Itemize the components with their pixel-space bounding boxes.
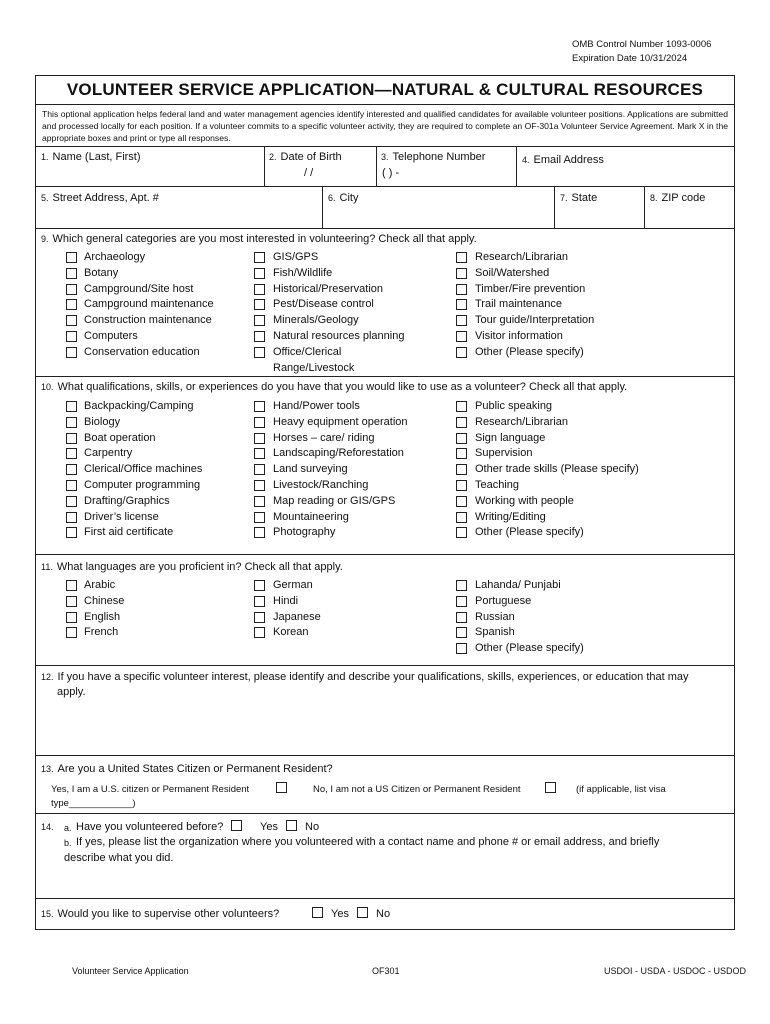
q11-option-label: German bbox=[273, 579, 313, 591]
q9-option-label: Visitor information bbox=[475, 330, 563, 342]
q11-option-checkbox[interactable] bbox=[456, 580, 467, 591]
q10-option-label: Working with people bbox=[475, 495, 574, 507]
question-number: 10. bbox=[41, 382, 54, 392]
q12-line2: apply. bbox=[57, 686, 86, 698]
date-of-birth-field[interactable] bbox=[269, 151, 342, 163]
question-number: 15. bbox=[41, 909, 54, 919]
q9-option-label: Trail maintenance bbox=[475, 298, 563, 310]
q11-option-checkbox[interactable] bbox=[456, 612, 467, 623]
q10-option-label: Photography bbox=[273, 526, 336, 538]
divider bbox=[376, 146, 377, 186]
question-number: 12. bbox=[41, 672, 54, 682]
q15-no-checkbox[interactable] bbox=[357, 907, 368, 918]
divider bbox=[36, 104, 734, 105]
divider bbox=[36, 146, 734, 147]
q10-option-checkbox[interactable] bbox=[66, 527, 77, 538]
divider bbox=[36, 898, 734, 899]
field-number: 7. bbox=[560, 193, 568, 203]
q10-option-label: Land surveying bbox=[273, 463, 348, 475]
q11-option-label: Chinese bbox=[84, 595, 125, 607]
q9-option-checkbox[interactable] bbox=[66, 331, 77, 342]
q9-option-checkbox[interactable] bbox=[66, 299, 77, 310]
q9-option-label: Natural resources planning bbox=[273, 330, 405, 342]
q11-option-checkbox[interactable] bbox=[254, 627, 265, 638]
name-field[interactable] bbox=[41, 151, 141, 163]
telephone-label: Telephone Number bbox=[392, 151, 486, 163]
q10-option-checkbox[interactable] bbox=[456, 527, 467, 538]
field-number: 6. bbox=[328, 193, 336, 203]
q11-option-checkbox[interactable] bbox=[66, 596, 77, 607]
q10-option-label: Boat operation bbox=[84, 432, 156, 444]
q9-option-checkbox[interactable] bbox=[456, 252, 467, 263]
q11-option-checkbox[interactable] bbox=[66, 612, 77, 623]
divider bbox=[36, 665, 734, 666]
q10-option-checkbox[interactable] bbox=[66, 401, 77, 412]
expiration-date: Expiration Date 10/31/2024 bbox=[572, 53, 688, 64]
question-number: 11. bbox=[41, 562, 53, 572]
question-number: 14. bbox=[41, 822, 54, 832]
q10-option-label: Other (Please specify) bbox=[475, 526, 584, 538]
q11-option-label: Japanese bbox=[273, 611, 321, 623]
q9-option-label: Computers bbox=[84, 330, 138, 342]
state-label: State bbox=[571, 192, 598, 204]
q9-question bbox=[41, 233, 477, 245]
q9-option-checkbox[interactable] bbox=[254, 299, 265, 310]
q9-option-checkbox[interactable] bbox=[66, 268, 77, 279]
q10-option-checkbox[interactable] bbox=[66, 464, 77, 475]
q10-text: What qualifications, skills, or experiences do you have that you would like to use as a volunteer? Check all that apply. bbox=[57, 381, 628, 393]
q14-question bbox=[41, 821, 58, 833]
q9-option-label: Archaeology bbox=[84, 251, 146, 263]
q10-option-checkbox[interactable] bbox=[66, 448, 77, 459]
zip-label: ZIP code bbox=[661, 192, 706, 204]
field-number: 1. bbox=[41, 152, 49, 162]
q9-option-checkbox[interactable] bbox=[254, 331, 265, 342]
q9-option-label: Pest/Disease control bbox=[273, 298, 374, 310]
q11-option-label: Spanish bbox=[475, 626, 515, 638]
q9-option-label: Office/Clerical bbox=[273, 346, 342, 358]
q9-option-checkbox[interactable] bbox=[456, 284, 467, 295]
city-label: City bbox=[339, 192, 359, 204]
q10-option-label: Research/Librarian bbox=[475, 416, 568, 428]
q13-no-checkbox[interactable] bbox=[545, 782, 556, 793]
q13-visa-type[interactable]: type____________) bbox=[51, 798, 136, 809]
q9-option-checkbox[interactable] bbox=[254, 315, 265, 326]
q10-option-label: Drafting/Graphics bbox=[84, 495, 170, 507]
omb-control-number: OMB Control Number 1093-0006 bbox=[572, 39, 712, 50]
q13-yes-label: Yes, I am a U.S. citizen or Permanent Resident bbox=[51, 784, 250, 795]
email-label: Email Address bbox=[533, 154, 604, 166]
q15-yes-checkbox[interactable] bbox=[312, 907, 323, 918]
footer-form-name: Volunteer Service Application bbox=[72, 966, 189, 976]
q9-text: Which general categories are you most interested in volunteering? Check all that apply. bbox=[52, 233, 477, 245]
q11-option-label: Lahanda/ Punjabi bbox=[475, 579, 561, 591]
q11-option-label: Other (Please specify) bbox=[475, 642, 584, 654]
q10-option-label: Supervision bbox=[475, 447, 533, 459]
q15-no-label: No bbox=[376, 908, 391, 920]
q9-option-checkbox[interactable] bbox=[456, 268, 467, 279]
q10-option-label: Driver’s license bbox=[84, 511, 159, 523]
divider bbox=[36, 554, 734, 555]
q12-line1: If you have a specific volunteer interest, please identify and describe your qualifications, skills, experiences, or education that may bbox=[57, 671, 689, 683]
q9-option-label: Research/Librarian bbox=[475, 251, 568, 263]
q10-option-label: Teaching bbox=[475, 479, 520, 491]
divider bbox=[36, 228, 734, 229]
q10-option-label: Other trade skills (Please specify) bbox=[475, 463, 639, 475]
q9-option-checkbox[interactable] bbox=[456, 347, 467, 358]
q12-question[interactable] bbox=[41, 671, 689, 683]
city-field[interactable] bbox=[328, 192, 358, 204]
q10-option-checkbox[interactable] bbox=[66, 512, 77, 523]
question-number: 13. bbox=[41, 764, 54, 774]
street-label: Street Address, Apt. # bbox=[52, 192, 159, 204]
q9-option-checkbox[interactable] bbox=[254, 347, 265, 358]
q13-visa-label: (if applicable, list visa bbox=[576, 784, 666, 795]
field-number: 4. bbox=[522, 155, 530, 165]
q11-option-checkbox[interactable] bbox=[66, 580, 77, 591]
q11-question bbox=[41, 561, 343, 573]
q11-option-label: Hindi bbox=[273, 595, 299, 607]
q10-option-checkbox[interactable] bbox=[456, 448, 467, 459]
q9-option-checkbox[interactable] bbox=[456, 331, 467, 342]
q10-option-label: Map reading or GIS/GPS bbox=[273, 495, 396, 507]
q10-option-checkbox[interactable] bbox=[254, 496, 265, 507]
q9-option-label: Tour guide/Interpretation bbox=[475, 314, 595, 326]
footer-form-number: OF301 bbox=[372, 966, 400, 976]
q9-option-checkbox[interactable] bbox=[456, 299, 467, 310]
q14-yes-label: Yes bbox=[260, 821, 278, 833]
q9-option-label: Fish/Wildlife bbox=[273, 267, 333, 279]
q11-option-label: Korean bbox=[273, 626, 309, 638]
q11-option-checkbox[interactable] bbox=[254, 596, 265, 607]
divider bbox=[554, 186, 555, 228]
q10-option-checkbox[interactable] bbox=[456, 480, 467, 491]
q10-option-label: Horses – care/ riding bbox=[273, 432, 375, 444]
street-address-field[interactable] bbox=[41, 192, 159, 204]
question-number: 9. bbox=[41, 234, 49, 244]
q9-option-label: Minerals/Geology bbox=[273, 314, 359, 326]
dob-label: Date of Birth bbox=[280, 151, 342, 163]
field-number: 5. bbox=[41, 193, 49, 203]
divider bbox=[644, 186, 645, 228]
q9-option-checkbox[interactable] bbox=[254, 284, 265, 295]
q10-option-label: Sign language bbox=[475, 432, 546, 444]
q9-option-label: Timber/Fire prevention bbox=[475, 283, 586, 295]
q9-option-label: Historical/Preservation bbox=[273, 283, 384, 295]
q10-option-label: Mountaineering bbox=[273, 511, 349, 523]
q14a-text: Have you volunteered before? bbox=[76, 821, 224, 833]
field-number: 2. bbox=[269, 152, 277, 162]
q11-option-label: Portuguese bbox=[475, 595, 532, 607]
q10-option-checkbox[interactable] bbox=[66, 433, 77, 444]
q13-text: Are you a United States Citizen or Permanent Resident? bbox=[57, 763, 333, 775]
telephone-field[interactable] bbox=[381, 151, 485, 163]
q10-option-label: Clerical/Office machines bbox=[84, 463, 203, 475]
q9-option-checkbox[interactable] bbox=[254, 268, 265, 279]
divider bbox=[516, 146, 517, 186]
divider bbox=[36, 186, 734, 187]
q9-option-checkbox[interactable] bbox=[456, 315, 467, 326]
q15-text: Would you like to supervise other volunteers? bbox=[57, 908, 280, 920]
q11-option-checkbox[interactable] bbox=[254, 580, 265, 591]
q10-option-checkbox[interactable] bbox=[456, 433, 467, 444]
application-form bbox=[35, 75, 735, 930]
q9-option-label: Soil/Watershed bbox=[475, 267, 550, 279]
q11-option-checkbox[interactable] bbox=[456, 643, 467, 654]
q14-yes-checkbox[interactable] bbox=[231, 820, 242, 831]
q10-option-label: Carpentry bbox=[84, 447, 133, 459]
q10-option-label: Public speaking bbox=[475, 400, 553, 412]
divider bbox=[36, 376, 734, 377]
q9-option-label: Campground/Site host bbox=[84, 283, 194, 295]
q14b-line2: describe what you did. bbox=[64, 852, 174, 864]
q10-option-label: Landscaping/Reforestation bbox=[273, 447, 404, 459]
state-field[interactable] bbox=[560, 192, 597, 204]
q15-question bbox=[41, 908, 279, 920]
telephone-blank: ( ) - bbox=[382, 167, 400, 179]
q11-option-label: English bbox=[84, 611, 121, 623]
q11-option-checkbox[interactable] bbox=[456, 596, 467, 607]
q11-text: What languages are you proficient in? Check all that apply. bbox=[56, 561, 343, 573]
q14b-number: b. bbox=[64, 838, 72, 848]
q10-option-checkbox[interactable] bbox=[66, 480, 77, 491]
q9-option-checkbox[interactable] bbox=[254, 252, 265, 263]
divider bbox=[36, 813, 734, 814]
q10-option-checkbox[interactable] bbox=[254, 512, 265, 523]
q10-option-checkbox[interactable] bbox=[456, 401, 467, 412]
q10-option-checkbox[interactable] bbox=[254, 448, 265, 459]
q9-option-label: Range/Livestock bbox=[273, 362, 355, 374]
email-field[interactable] bbox=[522, 154, 604, 166]
form-intro: This optional application helps federal land and water management agencies identify interested and qualified candidates for available volunteer positions. Applications are submitted and processed locally for each position. If a volunteer commits to a specific volunteer activity, they are required to complete an OF-301a Volunteer Service Agreement. Mark X in the appropriate boxes and print or type all responses. bbox=[42, 109, 728, 143]
q9-option-label: GIS/GPS bbox=[273, 251, 319, 263]
footer-agencies: USDOI - USDA - USDOC - USDOD bbox=[604, 966, 747, 976]
q10-option-label: Backpacking/Camping bbox=[84, 400, 194, 412]
q10-option-checkbox[interactable] bbox=[254, 480, 265, 491]
divider bbox=[36, 755, 734, 756]
q10-option-label: Hand/Power tools bbox=[273, 400, 360, 412]
q14-no-label: No bbox=[305, 821, 320, 833]
q10-option-label: Biology bbox=[84, 416, 121, 428]
dob-blank: / / bbox=[304, 167, 314, 179]
q11-option-label: French bbox=[84, 626, 119, 638]
q14a-number: a. bbox=[64, 823, 72, 833]
q10-option-checkbox[interactable] bbox=[456, 464, 467, 475]
q10-option-checkbox[interactable] bbox=[254, 417, 265, 428]
q9-option-label: Conservation education bbox=[84, 346, 200, 358]
q9-option-label: Other (Please specify) bbox=[475, 346, 584, 358]
q10-option-label: First aid certificate bbox=[84, 526, 174, 538]
q9-option-label: Campground maintenance bbox=[84, 298, 214, 310]
q10-option-checkbox[interactable] bbox=[254, 527, 265, 538]
q10-option-checkbox[interactable] bbox=[66, 417, 77, 428]
q10-option-checkbox[interactable] bbox=[254, 433, 265, 444]
form-title: VOLUNTEER SERVICE APPLICATION—NATURAL & CULTURAL RESOURCES bbox=[66, 80, 704, 99]
field-number: 8. bbox=[650, 193, 658, 203]
q11-option-checkbox[interactable] bbox=[66, 627, 77, 638]
q10-option-label: Computer programming bbox=[84, 479, 201, 491]
divider bbox=[264, 146, 265, 186]
q9-option-checkbox[interactable] bbox=[66, 315, 77, 326]
q9-option-checkbox[interactable] bbox=[66, 252, 77, 263]
divider bbox=[322, 186, 323, 228]
name-label: Name (Last, First) bbox=[52, 151, 141, 163]
q9-option-checkbox[interactable] bbox=[66, 347, 77, 358]
q15-yes-label: Yes bbox=[331, 908, 349, 920]
q9-option-label: Construction maintenance bbox=[84, 314, 212, 326]
q10-question bbox=[41, 381, 627, 393]
q10-option-checkbox[interactable] bbox=[456, 496, 467, 507]
q13-question bbox=[41, 763, 333, 775]
field-number: 3. bbox=[381, 152, 389, 162]
q9-option-label: Botany bbox=[84, 267, 119, 279]
q10-option-label: Heavy equipment operation bbox=[273, 416, 408, 428]
q10-option-checkbox[interactable] bbox=[254, 401, 265, 412]
q13-yes-checkbox[interactable] bbox=[276, 782, 287, 793]
zip-field[interactable] bbox=[650, 192, 705, 204]
q11-option-label: Russian bbox=[475, 611, 515, 623]
q14-no-checkbox[interactable] bbox=[286, 820, 297, 831]
q9-option-checkbox[interactable] bbox=[66, 284, 77, 295]
q14b-line1: If yes, please list the organization where you volunteered with a contact name and phone # or email address, and briefly bbox=[76, 836, 660, 848]
q11-option-label: Arabic bbox=[84, 579, 116, 591]
q10-option-checkbox[interactable] bbox=[254, 464, 265, 475]
q10-option-checkbox[interactable] bbox=[66, 496, 77, 507]
q11-option-checkbox[interactable] bbox=[456, 627, 467, 638]
q10-option-checkbox[interactable] bbox=[456, 417, 467, 428]
q10-option-checkbox[interactable] bbox=[456, 512, 467, 523]
q10-option-label: Livestock/Ranching bbox=[273, 479, 369, 491]
q13-no-label: No, I am not a US Citizen or Permanent Resident bbox=[313, 784, 521, 795]
q11-option-checkbox[interactable] bbox=[254, 612, 265, 623]
q10-option-label: Writing/Editing bbox=[475, 511, 546, 523]
